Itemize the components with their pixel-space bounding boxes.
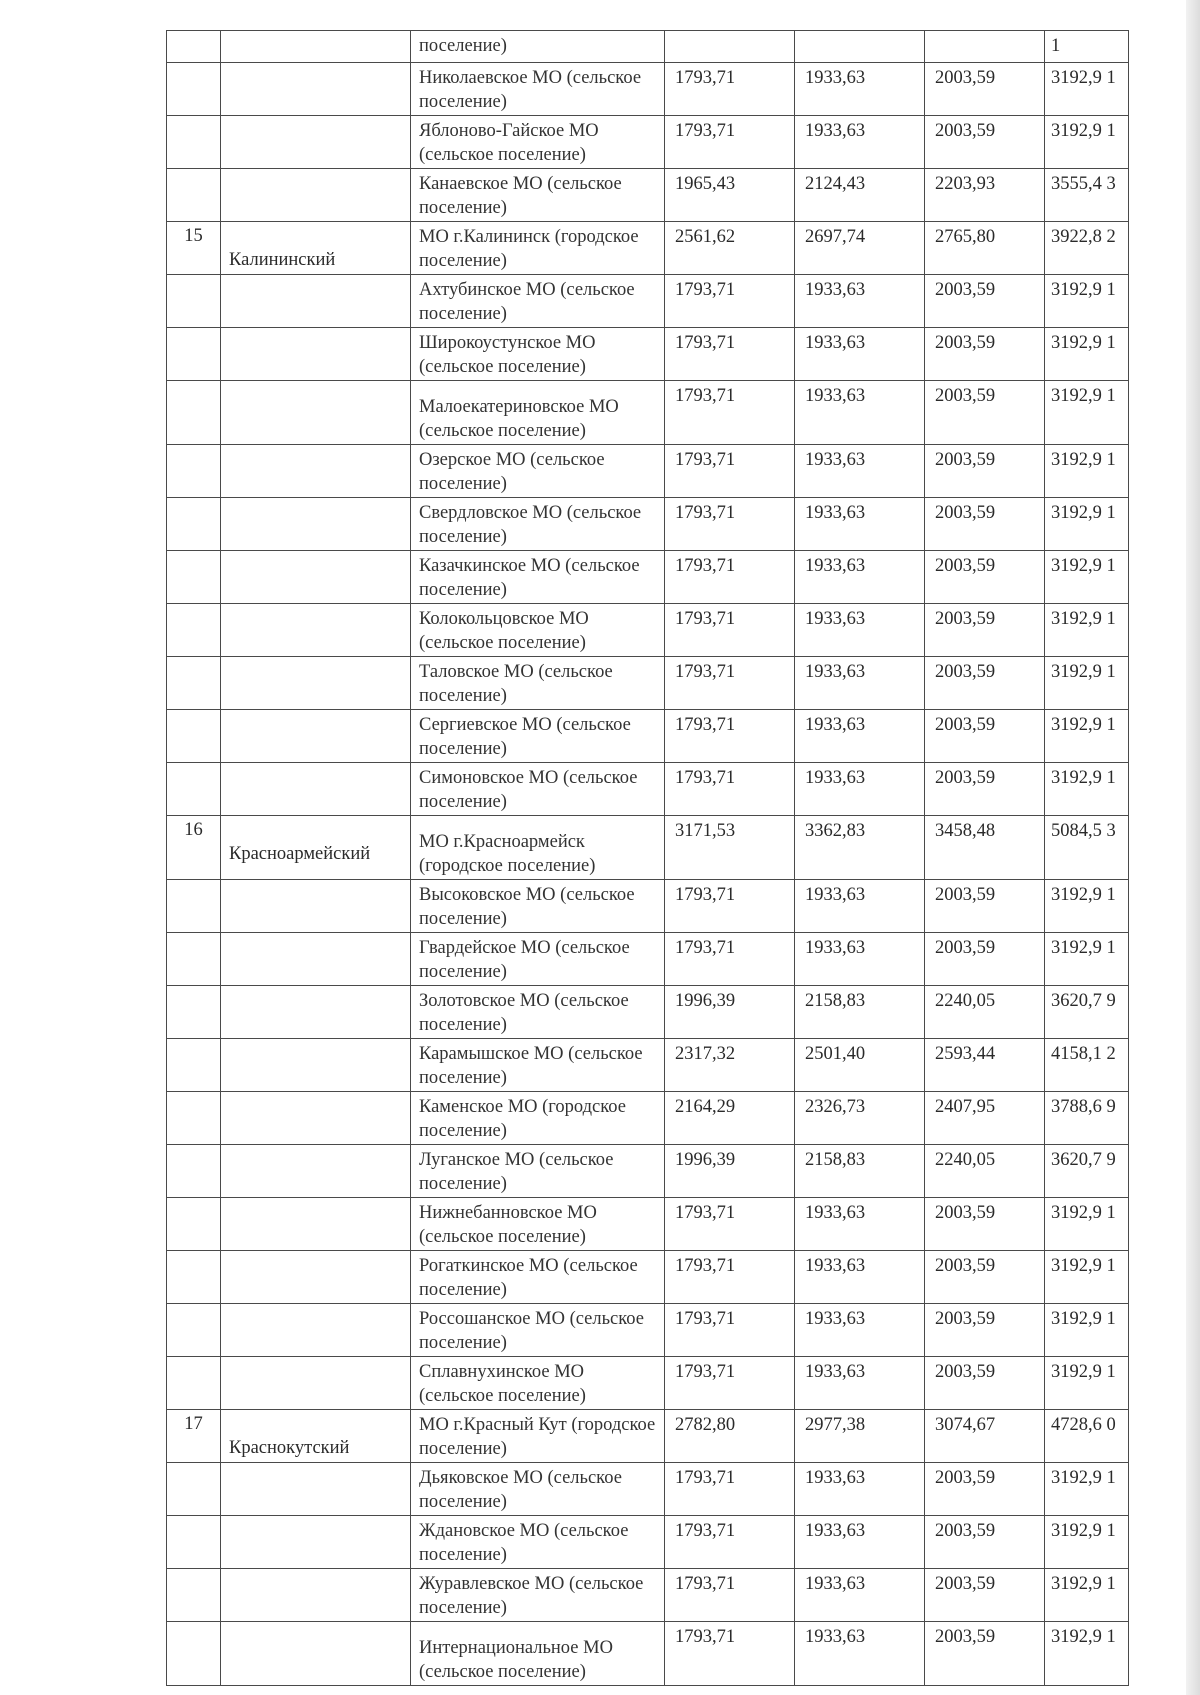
value-col-1: 1793,71	[665, 1251, 795, 1304]
value-col-2: 1933,63	[795, 880, 925, 933]
municipality-name: Луганское МО (сельское поселение)	[411, 1145, 665, 1198]
row-number	[167, 880, 221, 933]
municipality-name: МО г.Красный Кут (городское поселение)	[411, 1410, 665, 1463]
value-col-3: 2003,59	[925, 1463, 1045, 1516]
value-col-3: 2765,80	[925, 222, 1045, 275]
value-col-4: 3192,9 1	[1045, 1569, 1129, 1622]
value-col-4: 3555,4 3	[1045, 169, 1129, 222]
district-name	[221, 1145, 411, 1198]
value-col-1: 2561,62	[665, 222, 795, 275]
value-col-2: 2158,83	[795, 986, 925, 1039]
row-number	[167, 986, 221, 1039]
table-row	[167, 933, 1129, 986]
value-col-3: 2003,59	[925, 1304, 1045, 1357]
table-row	[167, 1622, 1129, 1686]
value-col-3: 2003,59	[925, 763, 1045, 816]
district-name	[221, 445, 411, 498]
municipality-name: Сплавнухинское МО (сельское поселение)	[411, 1357, 665, 1410]
value-col-1: 1793,71	[665, 604, 795, 657]
district-name	[221, 933, 411, 986]
value-col-4: 3192,9 1	[1045, 63, 1129, 116]
value-col-2: 2501,40	[795, 1039, 925, 1092]
table-row	[167, 31, 1129, 63]
district-name	[221, 880, 411, 933]
value-col-3: 2003,59	[925, 880, 1045, 933]
value-col-3: 2003,59	[925, 1569, 1045, 1622]
row-number	[167, 710, 221, 763]
value-col-1: 1793,71	[665, 1516, 795, 1569]
table-row	[167, 1039, 1129, 1092]
value-col-4: 3192,9 1	[1045, 1251, 1129, 1304]
municipality-name: Высоковское МО (сельское поселение)	[411, 880, 665, 933]
value-col-3: 2003,59	[925, 445, 1045, 498]
row-number	[167, 1304, 221, 1357]
value-col-4: 3192,9 1	[1045, 1622, 1129, 1686]
district-name: Красноармейский	[221, 816, 411, 880]
row-number	[167, 1251, 221, 1304]
row-number	[167, 1092, 221, 1145]
municipality-name: Карамышское МО (сельское поселение)	[411, 1039, 665, 1092]
value-col-1	[665, 31, 795, 63]
value-col-4: 3192,9 1	[1045, 657, 1129, 710]
municipality-name: Канаевское МО (сельское поселение)	[411, 169, 665, 222]
value-col-1: 1793,71	[665, 1198, 795, 1251]
value-col-1: 1793,71	[665, 498, 795, 551]
row-number: 17	[167, 1410, 221, 1463]
municipality-name: Широкоустунское МО (сельское поселение)	[411, 328, 665, 381]
table-row	[167, 169, 1129, 222]
value-col-2: 1933,63	[795, 381, 925, 445]
value-col-3: 2003,59	[925, 63, 1045, 116]
row-number	[167, 1357, 221, 1410]
value-col-2: 1933,63	[795, 1463, 925, 1516]
value-col-3: 2003,59	[925, 604, 1045, 657]
table-row	[167, 1251, 1129, 1304]
value-col-4: 3192,9 1	[1045, 763, 1129, 816]
row-number	[167, 275, 221, 328]
table-row	[167, 1145, 1129, 1198]
table-row	[167, 1092, 1129, 1145]
value-col-2	[795, 31, 925, 63]
page-edge-shadow	[1186, 0, 1200, 1695]
value-col-2: 2124,43	[795, 169, 925, 222]
value-col-4: 3192,9 1	[1045, 445, 1129, 498]
value-col-3	[925, 31, 1045, 63]
value-col-4: 3788,6 9	[1045, 1092, 1129, 1145]
municipality-name: Золотовское МО (сельское поселение)	[411, 986, 665, 1039]
value-col-3: 2003,59	[925, 933, 1045, 986]
value-col-1: 2164,29	[665, 1092, 795, 1145]
value-col-1: 1793,71	[665, 880, 795, 933]
table-row	[167, 763, 1129, 816]
value-col-2: 1933,63	[795, 445, 925, 498]
value-col-4: 3192,9 1	[1045, 1357, 1129, 1410]
value-col-2: 1933,63	[795, 1569, 925, 1622]
value-col-4: 3192,9 1	[1045, 710, 1129, 763]
district-name	[221, 657, 411, 710]
municipality-name: МО г.Красноармейск (городское поселение)	[411, 816, 665, 880]
table-row	[167, 1304, 1129, 1357]
row-number	[167, 116, 221, 169]
table-row	[167, 657, 1129, 710]
row-number	[167, 445, 221, 498]
district-name	[221, 1516, 411, 1569]
district-name	[221, 1251, 411, 1304]
value-col-3: 2240,05	[925, 1145, 1045, 1198]
district-name	[221, 1357, 411, 1410]
value-col-1: 1793,71	[665, 63, 795, 116]
value-col-4: 3620,7 9	[1045, 986, 1129, 1039]
table-row	[167, 328, 1129, 381]
municipality-name: Дьяковское МО (сельское поселение)	[411, 1463, 665, 1516]
value-col-1: 3171,53	[665, 816, 795, 880]
table-row	[167, 222, 1129, 275]
district-name	[221, 31, 411, 63]
table-row	[167, 880, 1129, 933]
value-col-3: 3074,67	[925, 1410, 1045, 1463]
value-col-4: 3192,9 1	[1045, 933, 1129, 986]
district-name	[221, 1463, 411, 1516]
district-name	[221, 275, 411, 328]
district-name	[221, 1304, 411, 1357]
value-col-3: 2003,59	[925, 498, 1045, 551]
value-col-4: 3192,9 1	[1045, 381, 1129, 445]
value-col-1: 1793,71	[665, 116, 795, 169]
value-col-2: 2326,73	[795, 1092, 925, 1145]
row-number	[167, 1516, 221, 1569]
value-col-3: 3458,48	[925, 816, 1045, 880]
tariff-table	[166, 30, 1129, 1686]
row-number	[167, 1145, 221, 1198]
value-col-2: 1933,63	[795, 1251, 925, 1304]
district-name	[221, 551, 411, 604]
table-row	[167, 1410, 1129, 1463]
district-name	[221, 328, 411, 381]
municipality-name: МО г.Калининск (городское поселение)	[411, 222, 665, 275]
district-name	[221, 498, 411, 551]
value-col-2: 1933,63	[795, 275, 925, 328]
district-name	[221, 116, 411, 169]
value-col-1: 1793,71	[665, 328, 795, 381]
district-name: Калининский	[221, 222, 411, 275]
value-col-2: 1933,63	[795, 116, 925, 169]
table-row	[167, 1463, 1129, 1516]
value-col-2: 1933,63	[795, 1304, 925, 1357]
value-col-2: 3362,83	[795, 816, 925, 880]
value-col-2: 1933,63	[795, 604, 925, 657]
row-number	[167, 1622, 221, 1686]
table-row	[167, 710, 1129, 763]
table-body	[167, 31, 1129, 1686]
value-col-4: 4158,1 2	[1045, 1039, 1129, 1092]
value-col-2: 1933,63	[795, 1198, 925, 1251]
value-col-3: 2003,59	[925, 116, 1045, 169]
value-col-2: 1933,63	[795, 1357, 925, 1410]
value-col-4: 3922,8 2	[1045, 222, 1129, 275]
value-col-2: 1933,63	[795, 328, 925, 381]
value-col-2: 2977,38	[795, 1410, 925, 1463]
value-col-3: 2003,59	[925, 328, 1045, 381]
municipality-name: поселение)	[411, 31, 665, 63]
district-name: Краснокутский	[221, 1410, 411, 1463]
row-number	[167, 381, 221, 445]
municipality-name: Россошанское МО (сельское поселение)	[411, 1304, 665, 1357]
value-col-4: 3192,9 1	[1045, 328, 1129, 381]
value-col-4: 3192,9 1	[1045, 1463, 1129, 1516]
table-row	[167, 551, 1129, 604]
value-col-3: 2003,59	[925, 275, 1045, 328]
value-col-4: 3620,7 9	[1045, 1145, 1129, 1198]
municipality-name: Таловское МО (сельское поселение)	[411, 657, 665, 710]
row-number	[167, 498, 221, 551]
municipality-name: Николаевское МО (сельское поселение)	[411, 63, 665, 116]
table-row	[167, 1569, 1129, 1622]
district-name	[221, 169, 411, 222]
district-name	[221, 1569, 411, 1622]
table-row	[167, 116, 1129, 169]
municipality-name: Рогаткинское МО (сельское поселение)	[411, 1251, 665, 1304]
value-col-2: 1933,63	[795, 551, 925, 604]
value-col-1: 1793,71	[665, 381, 795, 445]
district-name	[221, 63, 411, 116]
value-col-2: 2697,74	[795, 222, 925, 275]
value-col-2: 1933,63	[795, 1516, 925, 1569]
municipality-name: Сергиевское МО (сельское поселение)	[411, 710, 665, 763]
district-name	[221, 1622, 411, 1686]
municipality-name: Свердловское МО (сельское поселение)	[411, 498, 665, 551]
municipality-name: Каменское МО (городское поселение)	[411, 1092, 665, 1145]
municipality-name: Симоновское МО (сельское поселение)	[411, 763, 665, 816]
value-col-4: 3192,9 1	[1045, 551, 1129, 604]
table-row	[167, 445, 1129, 498]
value-col-1: 1793,71	[665, 933, 795, 986]
value-col-3: 2003,59	[925, 1251, 1045, 1304]
table-row	[167, 1357, 1129, 1410]
value-col-1: 1793,71	[665, 1622, 795, 1686]
value-col-4: 3192,9 1	[1045, 498, 1129, 551]
municipality-name: Колокольцовское МО (сельское поселение)	[411, 604, 665, 657]
value-col-4: 3192,9 1	[1045, 604, 1129, 657]
table-row	[167, 63, 1129, 116]
value-col-1: 1793,71	[665, 1569, 795, 1622]
table-row	[167, 604, 1129, 657]
municipality-name: Ахтубинское МО (сельское поселение)	[411, 275, 665, 328]
value-col-3: 2240,05	[925, 986, 1045, 1039]
table-row	[167, 816, 1129, 880]
municipality-name: Гвардейское МО (сельское поселение)	[411, 933, 665, 986]
district-name	[221, 986, 411, 1039]
municipality-name: Яблоново-Гайское МО (сельское поселение)	[411, 116, 665, 169]
value-col-4: 3192,9 1	[1045, 1516, 1129, 1569]
value-col-1: 1793,71	[665, 657, 795, 710]
row-number	[167, 657, 221, 710]
value-col-1: 1793,71	[665, 1463, 795, 1516]
value-col-1: 1793,71	[665, 1304, 795, 1357]
value-col-2: 1933,63	[795, 498, 925, 551]
value-col-3: 2003,59	[925, 1516, 1045, 1569]
row-number	[167, 604, 221, 657]
value-col-2: 1933,63	[795, 710, 925, 763]
row-number: 15	[167, 222, 221, 275]
value-col-3: 2203,93	[925, 169, 1045, 222]
table-row	[167, 275, 1129, 328]
municipality-name: Нижнебанновское МО (сельское поселение)	[411, 1198, 665, 1251]
value-col-4: 3192,9 1	[1045, 275, 1129, 328]
value-col-2: 1933,63	[795, 63, 925, 116]
row-number	[167, 1198, 221, 1251]
value-col-1: 1996,39	[665, 1145, 795, 1198]
district-name	[221, 1198, 411, 1251]
value-col-4: 3192,9 1	[1045, 880, 1129, 933]
value-col-2: 1933,63	[795, 657, 925, 710]
municipality-name: Озерское МО (сельское поселение)	[411, 445, 665, 498]
table-row	[167, 381, 1129, 445]
value-col-1: 1996,39	[665, 986, 795, 1039]
row-number	[167, 328, 221, 381]
value-col-3: 2003,59	[925, 551, 1045, 604]
municipality-name: Малоекатериновское МО (сельское поселение)	[411, 381, 665, 445]
value-col-4: 3192,9 1	[1045, 1198, 1129, 1251]
value-col-3: 2593,44	[925, 1039, 1045, 1092]
tariff-table-container	[166, 30, 1128, 1686]
row-number	[167, 63, 221, 116]
row-number	[167, 933, 221, 986]
value-col-3: 2407,95	[925, 1092, 1045, 1145]
value-col-4: 5084,5 3	[1045, 816, 1129, 880]
value-col-2: 1933,63	[795, 1622, 925, 1686]
row-number: 16	[167, 816, 221, 880]
table-row	[167, 1516, 1129, 1569]
value-col-3: 2003,59	[925, 657, 1045, 710]
value-col-1: 1793,71	[665, 710, 795, 763]
value-col-1: 2317,32	[665, 1039, 795, 1092]
row-number	[167, 31, 221, 63]
municipality-name: Журавлевское МО (сельское поселение)	[411, 1569, 665, 1622]
value-col-2: 1933,63	[795, 763, 925, 816]
district-name	[221, 381, 411, 445]
row-number	[167, 551, 221, 604]
value-col-4: 3192,9 1	[1045, 1304, 1129, 1357]
value-col-2: 1933,63	[795, 933, 925, 986]
row-number	[167, 169, 221, 222]
municipality-name: Казачкинское МО (сельское поселение)	[411, 551, 665, 604]
row-number	[167, 1039, 221, 1092]
municipality-name: Ждановское МО (сельское поселение)	[411, 1516, 665, 1569]
value-col-1: 1793,71	[665, 551, 795, 604]
district-name	[221, 604, 411, 657]
value-col-1: 2782,80	[665, 1410, 795, 1463]
value-col-4: 3192,9 1	[1045, 116, 1129, 169]
value-col-3: 2003,59	[925, 1357, 1045, 1410]
district-name	[221, 710, 411, 763]
municipality-name: Интернациональное МО (сельское поселение)	[411, 1622, 665, 1686]
district-name	[221, 1092, 411, 1145]
value-col-4: 4728,6 0	[1045, 1410, 1129, 1463]
district-name	[221, 1039, 411, 1092]
row-number	[167, 1569, 221, 1622]
value-col-4: 1	[1045, 31, 1129, 63]
value-col-2: 2158,83	[795, 1145, 925, 1198]
value-col-3: 2003,59	[925, 710, 1045, 763]
value-col-3: 2003,59	[925, 381, 1045, 445]
row-number	[167, 763, 221, 816]
value-col-1: 1793,71	[665, 1357, 795, 1410]
row-number	[167, 1463, 221, 1516]
value-col-3: 2003,59	[925, 1198, 1045, 1251]
value-col-1: 1793,71	[665, 445, 795, 498]
value-col-1: 1965,43	[665, 169, 795, 222]
value-col-1: 1793,71	[665, 763, 795, 816]
value-col-1: 1793,71	[665, 275, 795, 328]
table-row	[167, 1198, 1129, 1251]
table-row	[167, 498, 1129, 551]
value-col-3: 2003,59	[925, 1622, 1045, 1686]
table-row	[167, 986, 1129, 1039]
district-name	[221, 763, 411, 816]
